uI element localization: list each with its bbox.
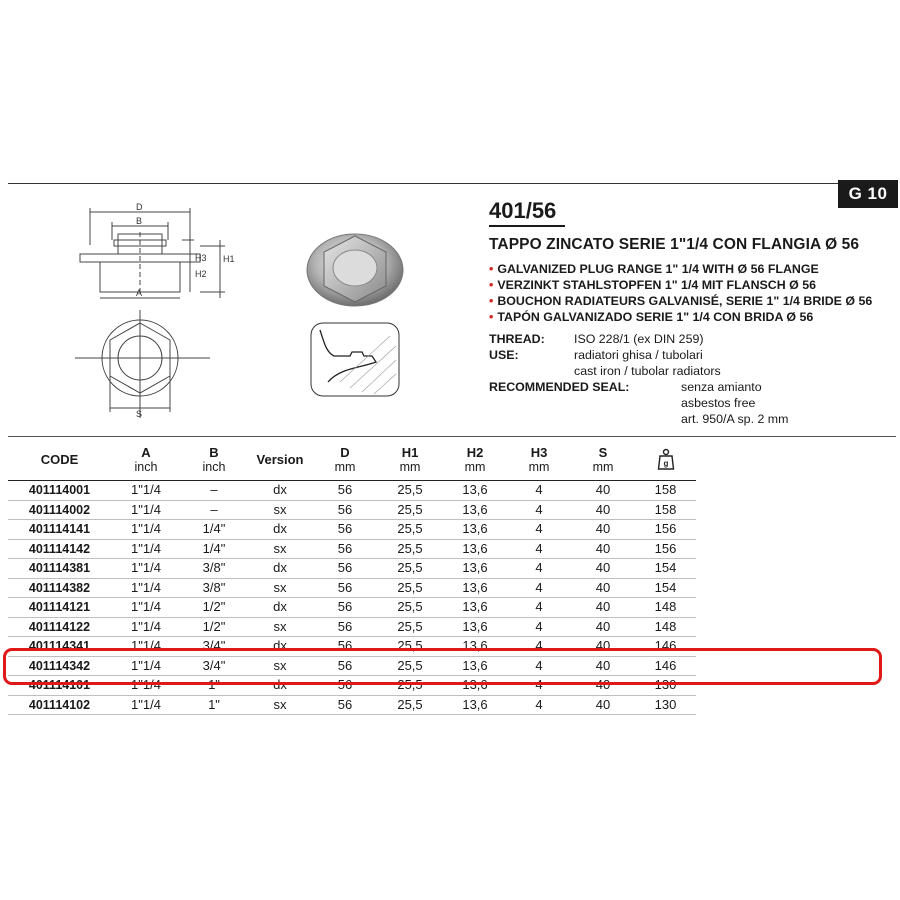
model-underline [489,225,565,227]
cell-a: 1"1/4 [111,578,181,598]
cell-s: 40 [571,481,635,501]
table-row [8,481,696,501]
cell-b: 3/4" [181,637,247,657]
translation-es: • TAPÓN GALVANIZADO SERIE 1" 1/4 CON BRIDA Ø 56 [489,310,814,324]
cell-b: 1/4" [181,539,247,559]
cell-h1: 25,5 [377,559,443,579]
cell-h2: 13,6 [443,656,507,676]
cell-b: 1/2" [181,617,247,637]
seal-value-it: senza amianto [681,380,762,394]
header-code: CODE [8,440,111,481]
cell-code: 401114122 [8,617,111,637]
cell-a: 1"1/4 [111,637,181,657]
header-weight [635,440,696,481]
cell-h3: 4 [507,481,571,501]
top-rule [8,183,838,184]
cell-h2: 13,6 [443,695,507,715]
cell-code: 401114001 [8,481,111,501]
cell-h2: 13,6 [443,598,507,618]
cell-d: 56 [313,598,377,618]
cell-d: 56 [313,617,377,637]
cell-code: 401114382 [8,578,111,598]
technical-drawing [70,200,250,425]
cell-a: 1"1/4 [111,598,181,618]
cell-weight: 130 [635,695,696,715]
cell-d: 56 [313,481,377,501]
cell-h1: 25,5 [377,500,443,520]
cell-weight: 158 [635,481,696,501]
cell-a: 1"1/4 [111,500,181,520]
translation-de: • VERZINKT STAHLSTOPFEN 1" 1/4 MIT FLANSCH Ø 56 [489,278,817,292]
cell-code: 401114102 [8,695,111,715]
cell-h3: 4 [507,598,571,618]
cell-b: 1/4" [181,520,247,540]
cell-d: 56 [313,676,377,696]
cell-version: sx [247,578,313,598]
cell-d: 56 [313,578,377,598]
cell-h1: 25,5 [377,578,443,598]
cell-s: 40 [571,539,635,559]
header-version: Version [247,440,313,481]
cell-h1: 25,5 [377,656,443,676]
seal-value-en: asbestos free [681,396,756,410]
cell-h3: 4 [507,539,571,559]
weight-unit: g [663,458,668,468]
cell-a: 1"1/4 [111,539,181,559]
cell-version: sx [247,656,313,676]
cell-weight: 148 [635,598,696,618]
cell-b: 3/8" [181,559,247,579]
cell-h3: 4 [507,676,571,696]
cell-h3: 4 [507,520,571,540]
cell-a: 1"1/4 [111,617,181,637]
cell-version: sx [247,539,313,559]
cell-h2: 13,6 [443,559,507,579]
cell-weight: 158 [635,500,696,520]
cell-version: dx [247,637,313,657]
cell-a: 1"1/4 [111,481,181,501]
cell-h2: 13,6 [443,617,507,637]
table-row [8,539,696,559]
cell-d: 56 [313,656,377,676]
table-row [8,520,696,540]
cell-h1: 25,5 [377,598,443,618]
cell-b: – [181,500,247,520]
cell-weight: 148 [635,617,696,637]
cell-h2: 13,6 [443,500,507,520]
cell-version: dx [247,676,313,696]
header-d: D mm [313,440,377,481]
use-label: USE: [489,348,519,362]
table-row [8,500,696,520]
cell-code: 401114342 [8,656,111,676]
cell-weight: 156 [635,539,696,559]
cell-h1: 25,5 [377,520,443,540]
table-row [8,695,696,715]
cell-version: sx [247,695,313,715]
cell-s: 40 [571,695,635,715]
cell-version: dx [247,598,313,618]
thread-label: THREAD: [489,332,545,346]
cell-weight: 156 [635,520,696,540]
cell-s: 40 [571,598,635,618]
translation-fr: • BOUCHON RADIATEURS GALVANISÉ, SERIE 1" 1/4 BRIDE Ø 56 [489,294,873,308]
cell-h2: 13,6 [443,520,507,540]
cell-b: 1" [181,695,247,715]
cell-h3: 4 [507,578,571,598]
thread-value: ISO 228/1 (ex DIN 259) [574,332,704,346]
header-h2: H2 mm [443,440,507,481]
cell-d: 56 [313,637,377,657]
cell-h1: 25,5 [377,481,443,501]
section-divider [8,436,896,437]
seal-profile-detail [310,322,400,397]
header-h3: H3 mm [507,440,571,481]
header-s: S mm [571,440,635,481]
cell-d: 56 [313,695,377,715]
cell-s: 40 [571,617,635,637]
weight-icon [657,448,675,470]
table-row [8,598,696,618]
cell-code: 401114002 [8,500,111,520]
product-photo [300,222,410,312]
cell-d: 56 [313,500,377,520]
cell-code: 401114121 [8,598,111,618]
cell-code: 401114141 [8,520,111,540]
cell-d: 56 [313,539,377,559]
cell-s: 40 [571,656,635,676]
cell-h1: 25,5 [377,617,443,637]
highlighted-row-outline [3,648,882,685]
cell-s: 40 [571,637,635,657]
dimension-label-a: A [136,288,143,298]
cell-b: 3/4" [181,656,247,676]
cell-code: 401114381 [8,559,111,579]
catalog-page-badge: G 10 11 [838,180,898,208]
product-title: TAPPO ZINCATO SERIE 1"1/4 CON FLANGIA Ø 56 [489,236,860,253]
table-row [8,559,696,579]
cell-version: dx [247,559,313,579]
cell-h1: 25,5 [377,695,443,715]
cell-h3: 4 [507,559,571,579]
seal-value-article: art. 950/A sp. 2 mm [681,412,789,426]
cell-version: sx [247,500,313,520]
cell-weight: 146 [635,637,696,657]
cell-h2: 13,6 [443,481,507,501]
cell-h2: 13,6 [443,578,507,598]
cell-h3: 4 [507,656,571,676]
header-h1: H1 mm [377,440,443,481]
cell-code: 401114101 [8,676,111,696]
cell-weight: 154 [635,578,696,598]
dimension-label-s: S [136,409,143,419]
cell-h2: 13,6 [443,539,507,559]
cell-version: dx [247,481,313,501]
cell-weight: 146 [635,656,696,676]
cell-h3: 4 [507,695,571,715]
model-number: 401/56 [489,198,557,223]
cell-h1: 25,5 [377,676,443,696]
header-a: A inch [111,440,181,481]
use-value-en: cast iron / tubolar radiators [574,364,721,378]
cell-b: – [181,481,247,501]
cell-s: 40 [571,578,635,598]
cell-b: 1" [181,676,247,696]
cell-code: 401114142 [8,539,111,559]
cell-s: 40 [571,559,635,579]
cell-h3: 4 [507,617,571,637]
cell-s: 40 [571,676,635,696]
table-row [8,578,696,598]
cell-a: 1"1/4 [111,676,181,696]
use-value-it: radiatori ghisa / tubolari [574,348,703,362]
cell-b: 3/8" [181,578,247,598]
cell-a: 1"1/4 [111,695,181,715]
cell-s: 40 [571,500,635,520]
dimension-label-b: B [136,216,143,226]
cell-version: sx [247,617,313,637]
translation-en: • GALVANIZED PLUG RANGE 1" 1/4 WITH Ø 56 FLANGE [489,262,819,276]
dimension-label-d: D [136,202,143,212]
cell-weight: 154 [635,559,696,579]
seal-label: RECOMMENDED SEAL: [489,380,630,394]
cell-h3: 4 [507,500,571,520]
cell-a: 1"1/4 [111,559,181,579]
cell-h1: 25,5 [377,539,443,559]
dimension-label-h1: H1 [223,254,235,264]
cell-version: dx [247,520,313,540]
cell-d: 56 [313,520,377,540]
cell-h3: 4 [507,637,571,657]
cell-weight: 130 [635,676,696,696]
cell-a: 1"1/4 [111,520,181,540]
cell-b: 1/2" [181,598,247,618]
cell-s: 40 [571,520,635,540]
table-header-row [8,440,696,481]
cell-d: 56 [313,559,377,579]
cell-h2: 13,6 [443,637,507,657]
cell-code: 401114341 [8,637,111,657]
cell-h1: 25,5 [377,637,443,657]
dimension-label-h3: H3 [195,253,207,263]
table-row [8,617,696,637]
header-b: B inch [181,440,247,481]
cell-a: 1"1/4 [111,656,181,676]
cell-h2: 13,6 [443,676,507,696]
dimension-label-h2: H2 [195,269,207,279]
